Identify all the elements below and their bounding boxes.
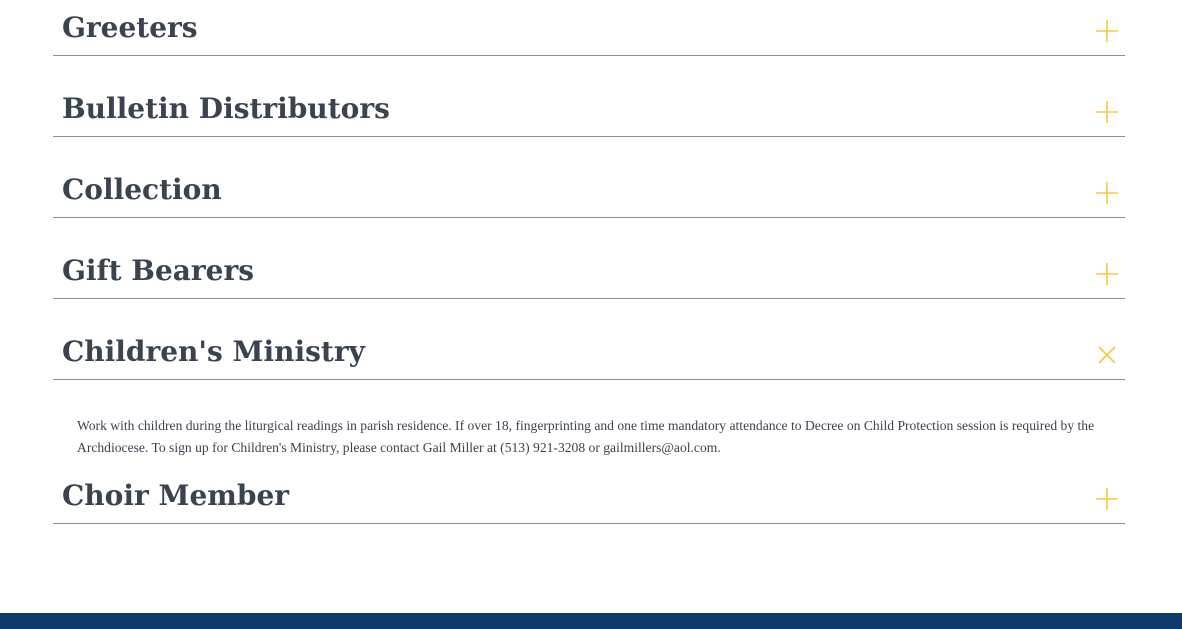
accordion-header-childrens-ministry[interactable] bbox=[53, 299, 1125, 380]
accordion-title: Collection bbox=[62, 173, 222, 206]
accordion-header-collection[interactable] bbox=[53, 137, 1125, 218]
accordion-item-gift-bearers bbox=[53, 218, 1125, 299]
accordion-item-bulletin-distributors bbox=[53, 56, 1125, 137]
accordion-header-bulletin-distributors[interactable] bbox=[53, 56, 1125, 137]
accordion-title: Children's Ministry bbox=[62, 335, 365, 368]
accordion-item-childrens-ministry bbox=[53, 299, 1125, 470]
ministry-accordion bbox=[53, 0, 1125, 524]
accordion-title: Choir Member bbox=[62, 479, 290, 512]
footer-bar bbox=[0, 613, 1182, 629]
accordion-title: Gift Bearers bbox=[62, 254, 254, 287]
accordion-item-greeters bbox=[53, 0, 1125, 56]
plus-icon[interactable] bbox=[1095, 100, 1119, 124]
accordion-body-childrens-ministry bbox=[53, 380, 1125, 470]
plus-icon[interactable] bbox=[1095, 262, 1119, 286]
accordion-header-choir-member[interactable] bbox=[53, 470, 1125, 524]
plus-icon[interactable] bbox=[1095, 487, 1119, 511]
accordion-body-text: Work with children during the liturgical readings in parish residence. If over 18, fingerprinting and one time mandatory attendance to Decree on Child Protection session is required by the Archdiocese. To sign up for Children's Ministry, please contact Gail Miller at (513) 921-3208 or gailmillers@aol.com. bbox=[77, 418, 1095, 455]
accordion-title: Bulletin Distributors bbox=[62, 92, 390, 125]
close-icon[interactable] bbox=[1095, 343, 1119, 367]
accordion-title: Greeters bbox=[62, 11, 198, 44]
plus-icon[interactable] bbox=[1095, 19, 1119, 43]
accordion-item-choir-member bbox=[53, 470, 1125, 524]
accordion-header-greeters[interactable] bbox=[53, 0, 1125, 56]
plus-icon[interactable] bbox=[1095, 181, 1119, 205]
accordion-header-gift-bearers[interactable] bbox=[53, 218, 1125, 299]
accordion-item-collection bbox=[53, 137, 1125, 218]
